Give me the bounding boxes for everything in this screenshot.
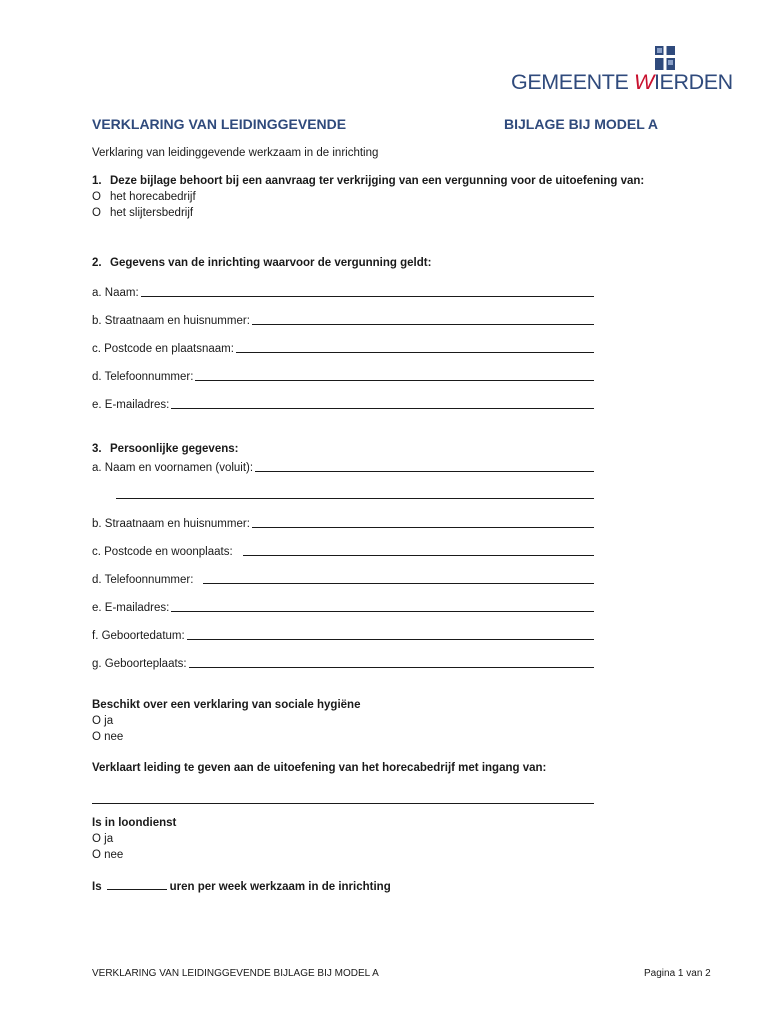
logo-text-part2: IERDEN (653, 70, 733, 94)
section3-number: 3. (92, 443, 102, 455)
start-date-question: Verklaart leiding te geven aan de uitoefening van het horecabedrijf met ingang van: (92, 762, 547, 774)
inrichting-postcode-field[interactable] (92, 339, 594, 355)
hygiene-question: Beschikt over een verklaring van sociale hygiëne (92, 699, 361, 711)
document-title: VERKLARING VAN LEIDINGGEVENDE (92, 116, 347, 132)
field-label: c. Postcode en plaatsnaam: (92, 343, 234, 355)
fill-line[interactable] (171, 611, 594, 612)
start-date-line[interactable] (92, 803, 594, 804)
municipality-logo (511, 70, 733, 95)
field-label: g. Geboorteplaats: (92, 658, 187, 670)
persoon-postcode-field[interactable] (92, 542, 594, 558)
employment-option-ja[interactable]: O ja (92, 833, 114, 845)
field-label: b. Straatnaam en huisnummer: (92, 315, 250, 327)
intro-text: Verklaring van leidinggevende werkzaam in de inrichting (92, 147, 379, 159)
option-slijtersbedrijf[interactable] (92, 207, 193, 219)
radio-mark[interactable]: O (92, 207, 101, 219)
municipality-crest-icon (654, 45, 676, 71)
option-horecabedrijf[interactable] (92, 191, 196, 203)
inrichting-email-field[interactable] (92, 395, 594, 411)
persoon-naam-continuation-line[interactable] (116, 498, 594, 499)
fill-line[interactable] (255, 471, 594, 472)
section2-number: 2. (92, 257, 102, 269)
fill-line[interactable] (252, 324, 594, 325)
hours-blank[interactable] (107, 889, 167, 890)
field-label: c. Postcode en woonplaats: (92, 546, 233, 558)
persoon-email-field[interactable] (92, 598, 594, 614)
hygiene-option-nee[interactable]: O nee (92, 731, 124, 743)
section1-title: Deze bijlage behoort bij een aanvraag ter verkrijging van een vergunning voor de uitoefening van: (110, 175, 645, 187)
section3-title: Persoonlijke gegevens: (110, 443, 239, 455)
option-label: het horecabedrijf (110, 191, 196, 203)
footer-document-name: VERKLARING VAN LEIDINGGEVENDE BIJLAGE BIJ MODEL A (92, 968, 379, 979)
section2-heading (92, 257, 431, 269)
appendix-title: BIJLAGE BIJ MODEL A (504, 116, 659, 132)
field-label: d. Telefoonnummer: (92, 371, 194, 383)
employment-question: Is in loondienst (92, 817, 177, 829)
fill-line[interactable] (195, 380, 594, 381)
section2-title: Gegevens van de inrichting waarvoor de vergunning geldt: (110, 257, 432, 269)
logo-text-part1: GEMEENTE (511, 70, 635, 94)
persoon-naam-field[interactable] (92, 458, 594, 474)
fill-line[interactable] (236, 352, 594, 353)
hours-suffix: uren per week werkzaam in de inrichting (169, 881, 391, 893)
fill-line[interactable] (171, 408, 594, 409)
hygiene-option-ja[interactable]: O ja (92, 715, 114, 727)
logo-text-w: W (634, 70, 654, 94)
persoon-geboortedatum-field[interactable] (92, 626, 594, 642)
persoon-geboorteplaats-field[interactable] (92, 654, 594, 670)
option-label: het slijtersbedrijf (110, 207, 194, 219)
section1-number: 1. (92, 175, 102, 187)
persoon-telefoon-field[interactable] (92, 570, 594, 586)
hours-prefix: Is (92, 881, 102, 893)
hours-question (92, 881, 391, 893)
inrichting-telefoon-field[interactable] (92, 367, 594, 383)
inrichting-straat-field[interactable] (92, 311, 594, 327)
fill-line[interactable] (141, 296, 594, 297)
field-label: e. E-mailadres: (92, 399, 170, 411)
section3-heading (92, 443, 238, 455)
field-label: e. E-mailadres: (92, 602, 170, 614)
field-label: a. Naam: (92, 287, 139, 299)
section1-heading (92, 175, 644, 187)
fill-line[interactable] (252, 527, 594, 528)
fill-line[interactable] (203, 583, 594, 584)
radio-mark[interactable]: O (92, 191, 101, 203)
employment-option-nee[interactable]: O nee (92, 849, 124, 861)
field-label: d. Telefoonnummer: (92, 574, 194, 586)
fill-line[interactable] (187, 639, 594, 640)
field-label: b. Straatnaam en huisnummer: (92, 518, 250, 530)
field-label: f. Geboortedatum: (92, 630, 185, 642)
inrichting-naam-field[interactable] (92, 283, 594, 299)
fill-line[interactable] (189, 667, 594, 668)
fill-line[interactable] (243, 555, 594, 556)
footer-page-number: Pagina 1 van 2 (644, 968, 711, 979)
persoon-straat-field[interactable] (92, 514, 594, 530)
field-label: a. Naam en voornamen (voluit): (92, 462, 254, 474)
